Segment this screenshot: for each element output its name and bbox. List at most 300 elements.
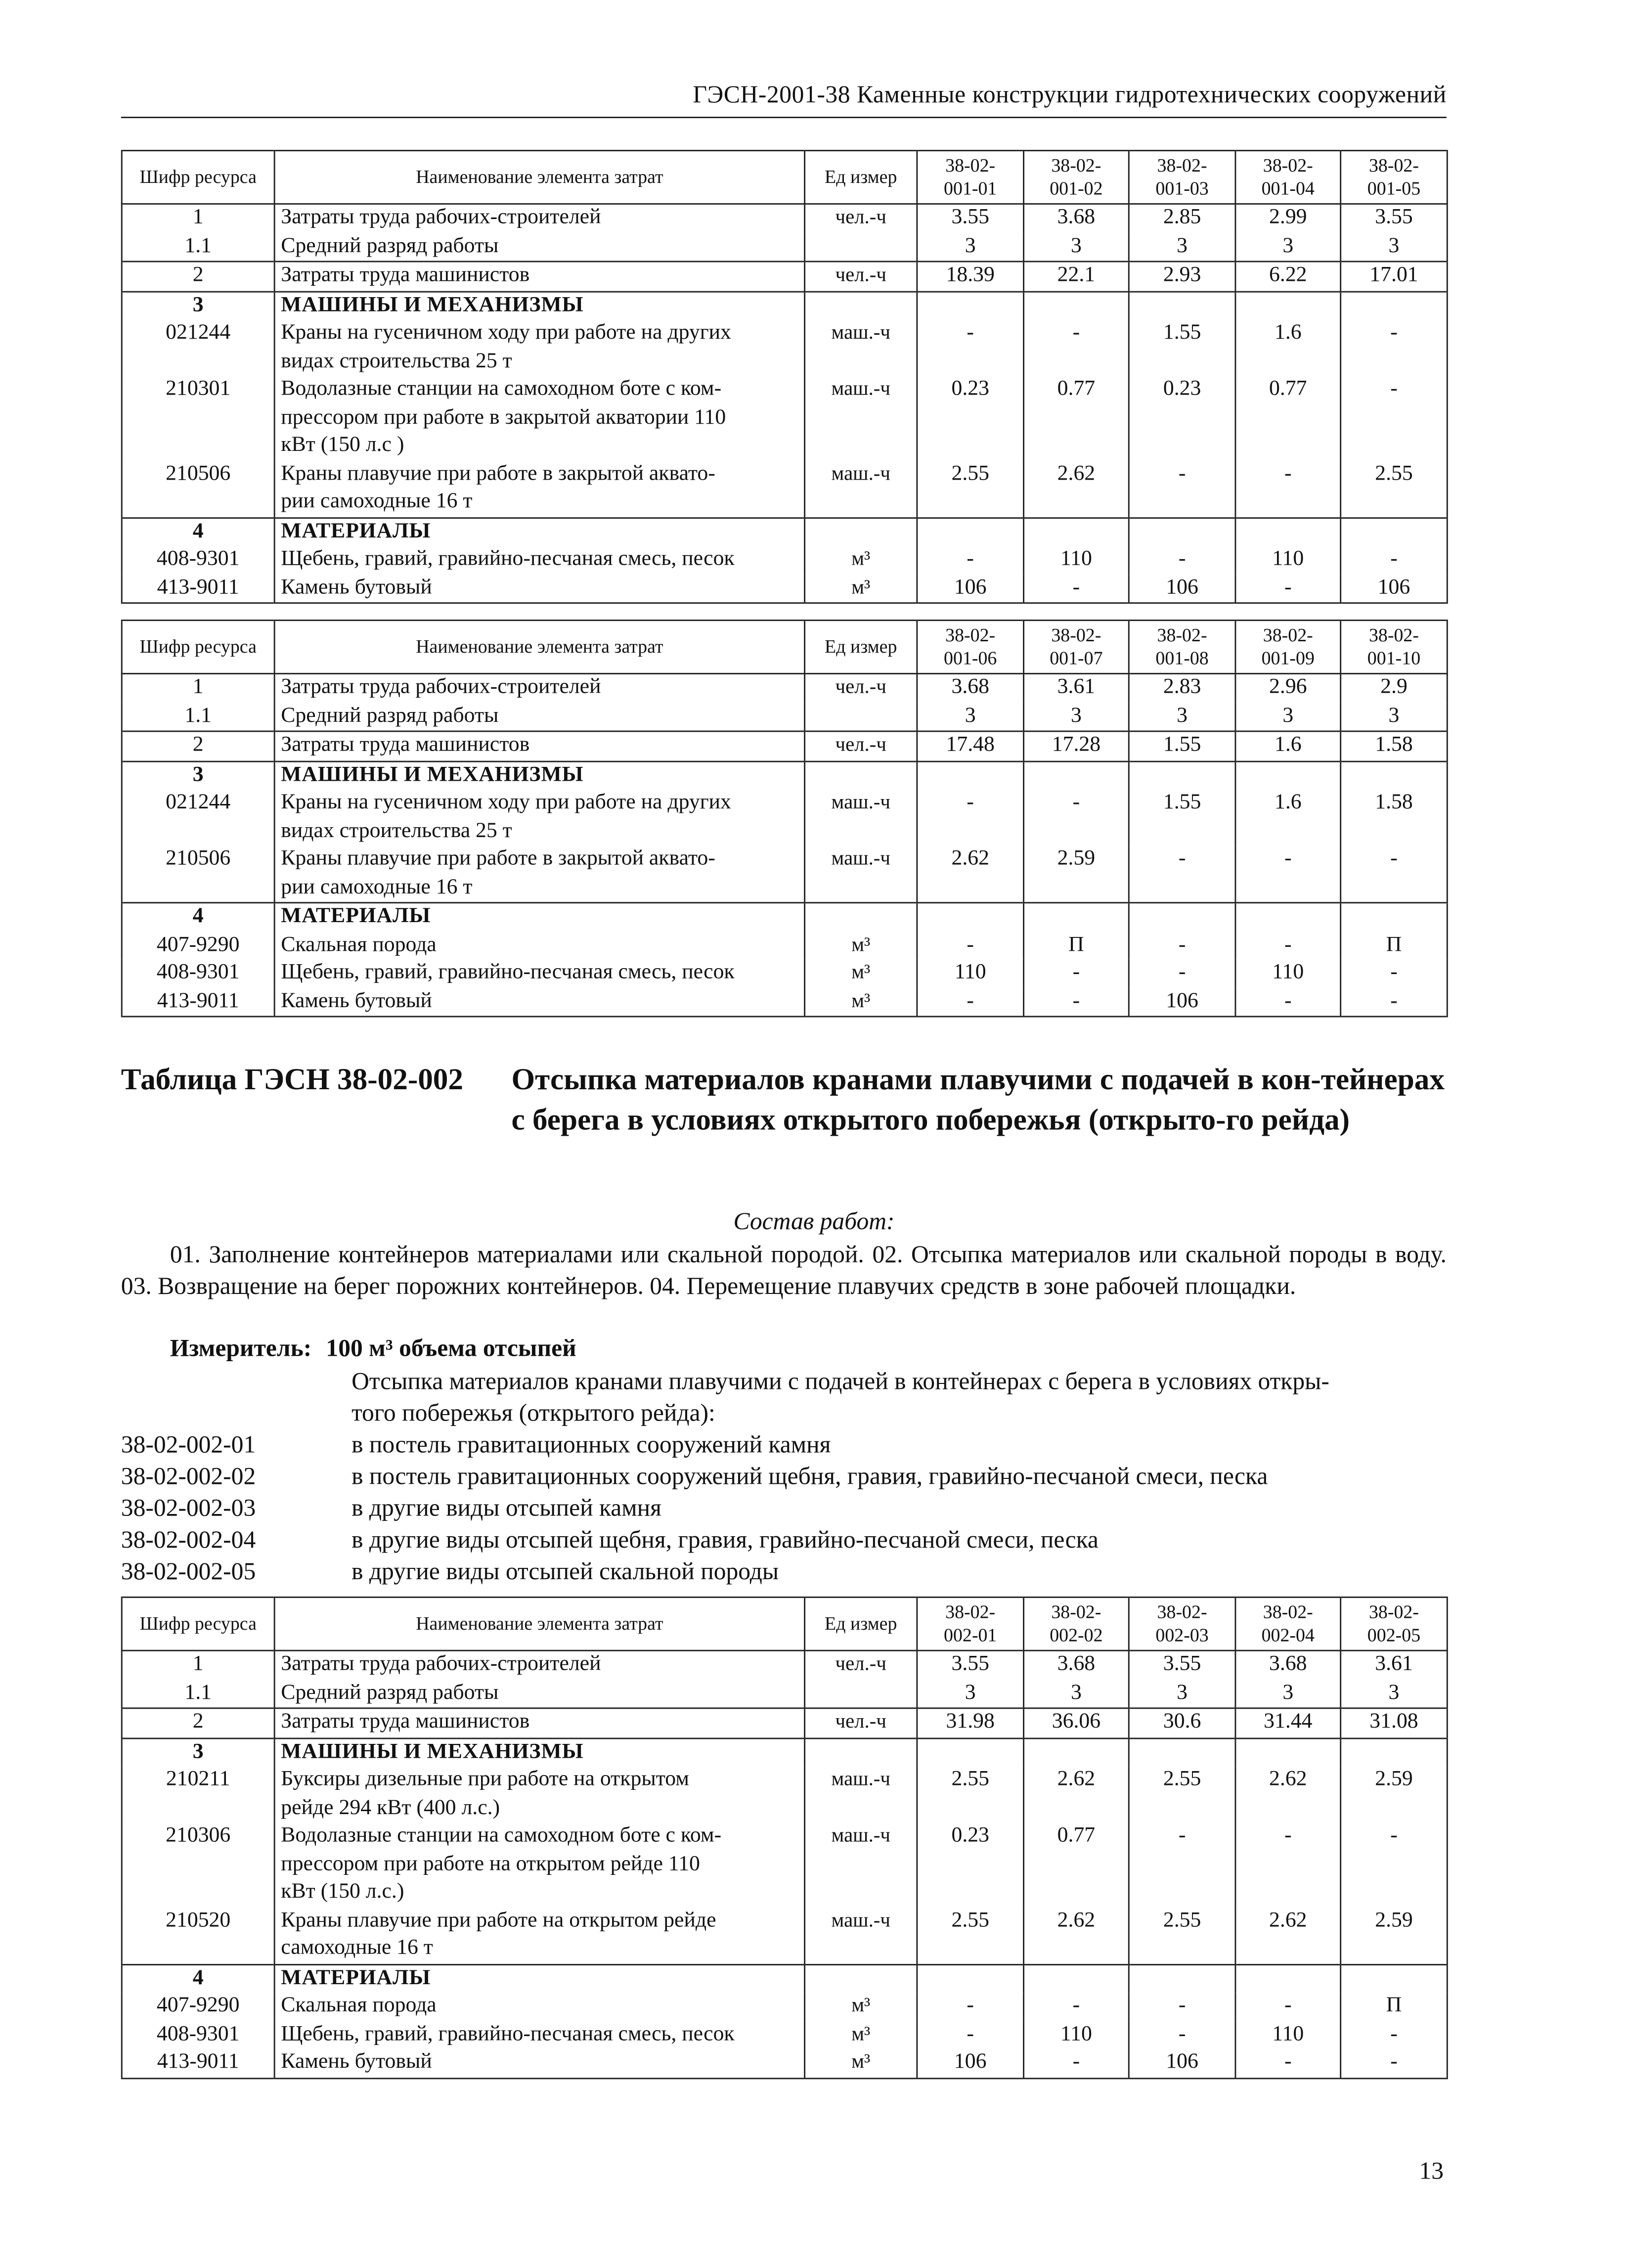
norm-value: 106 <box>1129 574 1235 603</box>
section-title-text: Отсыпка материалов кранами плавучими с подачей в кон-тейнерах с берега в условиях открытого побережья (открыто-го рейда) <box>511 1062 1445 1137</box>
resource-name: Затраты труда машинистов <box>274 1708 804 1738</box>
norm-value: 110 <box>1024 2021 1129 2049</box>
norm-value: - <box>1024 790 1129 846</box>
resource-code: 3 <box>122 761 274 790</box>
resource-name: Буксиры дизельные при работе на открытом рейде 294 кВт (400 л.с.) <box>274 1767 804 1823</box>
norm-value: 3.68 <box>1024 1650 1129 1679</box>
norm-value <box>1235 761 1341 790</box>
header-norm-code: 38-02- 001-05 <box>1341 151 1448 204</box>
unit: м³ <box>805 960 917 988</box>
norm-value <box>1129 761 1235 790</box>
table-row <box>122 731 1447 761</box>
unit: м³ <box>805 574 917 603</box>
unit: чел.-ч <box>805 673 917 702</box>
resource-table-001-06-10 <box>121 620 1448 1017</box>
resource-code: 413-9011 <box>122 574 274 603</box>
header-code: Шифр ресурса <box>122 621 274 674</box>
norm-value: - <box>917 790 1024 846</box>
norm-value: 0.23 <box>917 1823 1024 1907</box>
variant-item <box>121 1429 1268 1461</box>
table-row <box>122 517 1447 546</box>
header-rule <box>121 117 1447 118</box>
table-row <box>122 761 1447 790</box>
header-unit: Ед измер <box>805 621 917 674</box>
norm-value: 3 <box>1341 703 1448 731</box>
header-norm-code: 38-02- 001-01 <box>917 151 1024 204</box>
resource-name: МАТЕРИАЛЫ <box>274 517 804 546</box>
table-row <box>122 903 1447 932</box>
unit <box>805 903 917 932</box>
unit <box>805 1964 917 1993</box>
resource-code: 210211 <box>122 1767 274 1823</box>
resource-code: 1 <box>122 673 274 702</box>
resource-code: 021244 <box>122 790 274 846</box>
norm-value: 2.83 <box>1129 673 1235 702</box>
resource-name: МАШИНЫ И МЕХАНИЗМЫ <box>274 761 804 790</box>
variant-code: 38-02-002-02 <box>121 1462 256 1490</box>
header-norm-code: 38-02- 001-02 <box>1024 151 1129 204</box>
unit: чел.-ч <box>805 1708 917 1738</box>
norm-value: 3 <box>1341 233 1448 262</box>
norm-value: 3.55 <box>917 1650 1024 1679</box>
norm-value <box>1024 1738 1129 1767</box>
norm-value: - <box>1341 1823 1448 1907</box>
norm-value: - <box>1341 320 1448 376</box>
norm-value: - <box>1235 932 1341 960</box>
table-row <box>122 262 1447 291</box>
header-code: Шифр ресурса <box>122 1597 274 1650</box>
resource-table-002-01-05 <box>121 1597 1448 2079</box>
norm-value: - <box>1341 2049 1448 2078</box>
norm-value: 2.55 <box>1129 1907 1235 1964</box>
table-row <box>122 1708 1447 1738</box>
norm-value: - <box>1235 574 1341 603</box>
table-row <box>122 988 1447 1017</box>
norm-value: 30.6 <box>1129 1708 1235 1738</box>
unit: чел.-ч <box>805 204 917 232</box>
norm-value: 0.23 <box>917 376 1024 460</box>
header-norm-code: 38-02- 001-07 <box>1024 621 1129 674</box>
unit: маш.-ч <box>805 846 917 903</box>
norm-value: 3 <box>1024 1680 1129 1708</box>
norm-value: 110 <box>1024 546 1129 574</box>
norm-value: 3.55 <box>1341 204 1448 232</box>
unit: чел.-ч <box>805 262 917 291</box>
table-row <box>122 376 1447 460</box>
norm-value: 3 <box>917 1680 1024 1708</box>
variant-text: в другие виды отсыпей камня <box>352 1494 661 1522</box>
norm-value: - <box>1024 574 1129 603</box>
norm-value: - <box>917 932 1024 960</box>
norm-value: - <box>917 1993 1024 2021</box>
norm-value: П <box>1024 932 1129 960</box>
table-row <box>122 673 1447 702</box>
norm-value <box>1024 903 1129 932</box>
norm-value: 2.62 <box>1024 1907 1129 1964</box>
measure-value: 100 м³ объема отсыпей <box>326 1334 576 1362</box>
measure-label: Измеритель: <box>170 1334 312 1362</box>
resource-table-001-01-05 <box>121 150 1448 604</box>
norm-value: 0.77 <box>1024 376 1129 460</box>
unit: чел.-ч <box>805 731 917 761</box>
variant-code: 38-02-002-01 <box>121 1430 256 1459</box>
variant-text: в постель гравитационных сооружений щебня, гравия, гравийно-песчаной смеси, песка <box>352 1462 1268 1490</box>
resource-name: Средний разряд работы <box>274 233 804 262</box>
unit <box>805 1680 917 1708</box>
header-name: Наименование элемента затрат <box>274 151 804 204</box>
resource-code: 4 <box>122 903 274 932</box>
norm-value: 2.9 <box>1341 673 1448 702</box>
norm-value: 0.77 <box>1024 1823 1129 1907</box>
norm-value <box>1341 761 1448 790</box>
norm-value: - <box>917 988 1024 1017</box>
norm-value <box>1129 517 1235 546</box>
norm-value: 17.48 <box>917 731 1024 761</box>
unit: м³ <box>805 932 917 960</box>
resource-code: 413-9011 <box>122 2049 274 2078</box>
variants-intro: Отсыпка материалов кранами плавучими с подачей в контейнерах с берега в условиях откры- того побережья (открытого рейда): <box>352 1367 1329 1427</box>
norm-value: 2.62 <box>1235 1767 1341 1823</box>
norm-value: 110 <box>1235 2021 1341 2049</box>
norm-value <box>1129 903 1235 932</box>
norm-value: 1.58 <box>1341 731 1448 761</box>
norm-value <box>1341 517 1448 546</box>
norm-value: - <box>1341 546 1448 574</box>
norm-value: 106 <box>917 574 1024 603</box>
norm-value: 2.96 <box>1235 673 1341 702</box>
norm-value: 1.55 <box>1129 790 1235 846</box>
variants-list <box>121 1429 1268 1588</box>
norm-value: 3.68 <box>1235 1650 1341 1679</box>
norm-value: 36.06 <box>1024 1708 1129 1738</box>
table-row <box>122 1680 1447 1708</box>
table-row <box>122 1823 1447 1907</box>
header-code: Шифр ресурса <box>122 151 274 204</box>
resource-name: Скальная порода <box>274 932 804 960</box>
variant-text: в другие виды отсыпей скальной породы <box>352 1557 779 1585</box>
norm-value: 106 <box>1341 574 1448 603</box>
section-title-label: Таблица ГЭСН 38-02-002 <box>121 1062 464 1097</box>
norm-value: 3.61 <box>1024 673 1129 702</box>
unit <box>805 291 917 320</box>
norm-value: 2.62 <box>1024 1767 1129 1823</box>
norm-value: - <box>1024 988 1129 1017</box>
table-row <box>122 1993 1447 2021</box>
norm-value: 2.55 <box>917 1907 1024 1964</box>
resource-name: Средний разряд работы <box>274 1680 804 1708</box>
unit: маш.-ч <box>805 376 917 460</box>
norm-value <box>1129 1964 1235 1993</box>
table-row <box>122 703 1447 731</box>
norm-value: 106 <box>917 2049 1024 2078</box>
resource-code: 210506 <box>122 460 274 517</box>
table-row <box>122 1650 1447 1679</box>
unit: м³ <box>805 2049 917 2078</box>
table-row <box>122 546 1447 574</box>
running-head: ГЭСН-2001-38 Каменные конструкции гидротехнических сооружений <box>693 81 1447 108</box>
resource-code: 4 <box>122 1964 274 1993</box>
unit: маш.-ч <box>805 790 917 846</box>
norm-value: 3 <box>1024 233 1129 262</box>
norm-value: 31.98 <box>917 1708 1024 1738</box>
unit: м³ <box>805 2021 917 2049</box>
variant-text: в другие виды отсыпей щебня, гравия, гравийно-песчаной смеси, песка <box>352 1526 1099 1554</box>
norm-value: 106 <box>1129 2049 1235 2078</box>
resource-code: 2 <box>122 731 274 761</box>
norm-value: 22.1 <box>1024 262 1129 291</box>
norm-value: 2.99 <box>1235 204 1341 232</box>
norm-value: - <box>1129 846 1235 903</box>
resource-code: 1.1 <box>122 1680 274 1708</box>
table-row <box>122 932 1447 960</box>
resource-code: 210520 <box>122 1907 274 1964</box>
norm-value: 110 <box>1235 546 1341 574</box>
unit <box>805 703 917 731</box>
resource-code: 1 <box>122 204 274 232</box>
norm-value: 2.59 <box>1341 1767 1448 1823</box>
norm-value: - <box>1129 546 1235 574</box>
variant-item <box>121 1461 1268 1493</box>
resource-code: 2 <box>122 262 274 291</box>
unit <box>805 761 917 790</box>
table-row <box>122 2021 1447 2049</box>
resource-code: 3 <box>122 291 274 320</box>
resource-name: Затраты труда рабочих-строителей <box>274 1650 804 1679</box>
norm-value: - <box>1024 2049 1129 2078</box>
norm-value: 18.39 <box>917 262 1024 291</box>
header-name: Наименование элемента затрат <box>274 621 804 674</box>
resource-code: 1.1 <box>122 233 274 262</box>
resource-name: Щебень, гравий, гравийно-песчаная смесь, песок <box>274 546 804 574</box>
norm-value: - <box>917 320 1024 376</box>
resource-name: Скальная порода <box>274 1993 804 2021</box>
norm-value <box>1129 1738 1235 1767</box>
norm-value: 3.55 <box>1129 1650 1235 1679</box>
table-row <box>122 204 1447 232</box>
norm-value: 110 <box>917 960 1024 988</box>
unit: м³ <box>805 988 917 1017</box>
table-row <box>122 460 1447 517</box>
norm-value: 31.44 <box>1235 1708 1341 1738</box>
norm-value: 2.55 <box>1129 1767 1235 1823</box>
resource-code: 408-9301 <box>122 960 274 988</box>
resource-name: Водолазные станции на самоходном боте с ком- прессором при работе в закрытой акватории 110 кВт (150 л.с ) <box>274 376 804 460</box>
header-norm-code: 38-02- 001-04 <box>1235 151 1341 204</box>
variant-item <box>121 1556 1268 1588</box>
variant-code: 38-02-002-03 <box>121 1494 256 1522</box>
norm-value: 3 <box>1129 1680 1235 1708</box>
resource-code: 3 <box>122 1738 274 1767</box>
norm-value: 0.23 <box>1129 376 1235 460</box>
table-row <box>122 320 1447 376</box>
header-norm-code: 38-02- 001-03 <box>1129 151 1235 204</box>
norm-value: 3 <box>1129 703 1235 731</box>
table-header-row <box>122 621 1447 674</box>
norm-value: - <box>1235 460 1341 517</box>
norm-value: 106 <box>1129 988 1235 1017</box>
table-row <box>122 291 1447 320</box>
norm-value <box>917 1738 1024 1767</box>
norm-value <box>1341 903 1448 932</box>
norm-value: - <box>1024 1993 1129 2021</box>
unit <box>805 517 917 546</box>
norm-value: - <box>1235 1993 1341 2021</box>
resource-code: 413-9011 <box>122 988 274 1017</box>
norm-value: 1.6 <box>1235 790 1341 846</box>
header-norm-code: 38-02- 001-06 <box>917 621 1024 674</box>
norm-value: 2.62 <box>917 846 1024 903</box>
resource-code: 021244 <box>122 320 274 376</box>
table-row <box>122 1964 1447 1993</box>
unit: маш.-ч <box>805 320 917 376</box>
resource-name: МАШИНЫ И МЕХАНИЗМЫ <box>274 1738 804 1767</box>
norm-value: 2.62 <box>1235 1907 1341 1964</box>
resource-name: Щебень, гравий, гравийно-песчаная смесь, песок <box>274 2021 804 2049</box>
table-header-row <box>122 151 1447 204</box>
table-row <box>122 790 1447 846</box>
norm-value <box>1235 291 1341 320</box>
norm-value <box>1129 291 1235 320</box>
resource-code: 1 <box>122 1650 274 1679</box>
header-norm-code: 38-02- 002-03 <box>1129 1597 1235 1650</box>
norm-value <box>917 903 1024 932</box>
resource-code: 210306 <box>122 1823 274 1907</box>
section-title <box>121 1059 1461 1137</box>
norm-value: - <box>917 546 1024 574</box>
norm-value <box>917 761 1024 790</box>
resource-code: 4 <box>122 517 274 546</box>
norm-value: 1.55 <box>1129 731 1235 761</box>
norm-value: 3 <box>917 703 1024 731</box>
norm-value: - <box>1341 846 1448 903</box>
header-name: Наименование элемента затрат <box>274 1597 804 1650</box>
resource-name: Затраты труда машинистов <box>274 731 804 761</box>
norm-value <box>1341 1964 1448 1993</box>
work-composition-heading: Состав работ: <box>733 1207 895 1235</box>
norm-value: 110 <box>1235 960 1341 988</box>
work-composition-text: 01. Заполнение контейнеров материалами или скальной породой. 02. Отсыпка материалов или скальной породы в воду. 03. Возвращение на берег порожних контейнеров. 04. Перемещение плавучих средств в зоне рабочей площадки. <box>121 1241 1447 1300</box>
resource-name: Затраты труда рабочих-строителей <box>274 673 804 702</box>
norm-value: 3 <box>917 233 1024 262</box>
norm-value <box>1024 1964 1129 1993</box>
header-norm-code: 38-02- 002-04 <box>1235 1597 1341 1650</box>
variant-code: 38-02-002-05 <box>121 1557 256 1585</box>
resource-code: 1.1 <box>122 703 274 731</box>
resource-code: 407-9290 <box>122 1993 274 2021</box>
norm-value: 3 <box>1235 1680 1341 1708</box>
norm-value: 17.01 <box>1341 262 1448 291</box>
resource-name: Краны плавучие при работе в закрытой аквато- рии самоходные 16 т <box>274 460 804 517</box>
norm-value: - <box>1024 320 1129 376</box>
norm-value: - <box>1129 960 1235 988</box>
table-row <box>122 1907 1447 1964</box>
norm-value: - <box>1341 960 1448 988</box>
resource-code: 210301 <box>122 376 274 460</box>
norm-value: 3 <box>1341 1680 1448 1708</box>
norm-value: 2.59 <box>1341 1907 1448 1964</box>
page-number: 13 <box>1419 2157 1444 2184</box>
norm-value: 3 <box>1024 703 1129 731</box>
norm-value: 3 <box>1235 233 1341 262</box>
resource-name: Средний разряд работы <box>274 703 804 731</box>
norm-value: - <box>1235 988 1341 1017</box>
norm-value: 3 <box>1129 233 1235 262</box>
table-header-row <box>122 1597 1447 1650</box>
resource-name: Краны плавучие при работе на открытом рейде самоходные 16 т <box>274 1907 804 1964</box>
norm-value: - <box>1129 1823 1235 1907</box>
unit: маш.-ч <box>805 460 917 517</box>
resource-name: Затраты труда машинистов <box>274 262 804 291</box>
norm-value: - <box>1129 1993 1235 2021</box>
header-unit: Ед измер <box>805 151 917 204</box>
resource-name: Камень бутовый <box>274 2049 804 2078</box>
unit <box>805 233 917 262</box>
norm-value <box>1235 1738 1341 1767</box>
norm-value: 2.62 <box>1024 460 1129 517</box>
resource-name: Щебень, гравий, гравийно-песчаная смесь, песок <box>274 960 804 988</box>
norm-value <box>917 1964 1024 1993</box>
resource-code: 408-9301 <box>122 546 274 574</box>
table-row <box>122 2049 1447 2078</box>
norm-value: П <box>1341 932 1448 960</box>
resource-name: Краны на гусеничном ходу при работе на других видах строительства 25 т <box>274 790 804 846</box>
norm-value <box>1235 903 1341 932</box>
variant-code: 38-02-002-04 <box>121 1526 256 1554</box>
norm-value: - <box>1129 460 1235 517</box>
unit: маш.-ч <box>805 1907 917 1964</box>
resource-code: 407-9290 <box>122 932 274 960</box>
norm-value: - <box>1235 2049 1341 2078</box>
variant-text: в постель гравитационных сооружений камня <box>352 1430 831 1459</box>
norm-value: 17.28 <box>1024 731 1129 761</box>
norm-value: 2.55 <box>1341 460 1448 517</box>
resource-name: МАШИНЫ И МЕХАНИЗМЫ <box>274 291 804 320</box>
unit: маш.-ч <box>805 1767 917 1823</box>
resource-name: Камень бутовый <box>274 988 804 1017</box>
norm-value <box>1235 517 1341 546</box>
unit: чел.-ч <box>805 1650 917 1679</box>
resource-code: 408-9301 <box>122 2021 274 2049</box>
table-row <box>122 233 1447 262</box>
norm-value <box>1024 291 1129 320</box>
norm-value: 1.6 <box>1235 731 1341 761</box>
resource-name: Затраты труда рабочих-строителей <box>274 204 804 232</box>
norm-value: - <box>1129 2021 1235 2049</box>
resource-name: Камень бутовый <box>274 574 804 603</box>
norm-value: 3.61 <box>1341 1650 1448 1679</box>
norm-value: - <box>1024 960 1129 988</box>
resource-code: 210506 <box>122 846 274 903</box>
unit <box>805 1738 917 1767</box>
header-norm-code: 38-02- 001-10 <box>1341 621 1448 674</box>
header-norm-code: 38-02- 002-02 <box>1024 1597 1129 1650</box>
norm-value: 3 <box>1235 703 1341 731</box>
norm-value: 3.68 <box>1024 204 1129 232</box>
unit: маш.-ч <box>805 1823 917 1907</box>
norm-value: 2.93 <box>1129 262 1235 291</box>
header-norm-code: 38-02- 001-08 <box>1129 621 1235 674</box>
norm-value: 0.77 <box>1235 376 1341 460</box>
norm-value <box>917 291 1024 320</box>
measure-unit <box>170 1334 576 1363</box>
norm-value <box>1341 1738 1448 1767</box>
norm-value: 6.22 <box>1235 262 1341 291</box>
table-row <box>122 574 1447 603</box>
norm-value: - <box>917 2021 1024 2049</box>
norm-value: 1.58 <box>1341 790 1448 846</box>
resource-name: МАТЕРИАЛЫ <box>274 903 804 932</box>
norm-value: 1.6 <box>1235 320 1341 376</box>
